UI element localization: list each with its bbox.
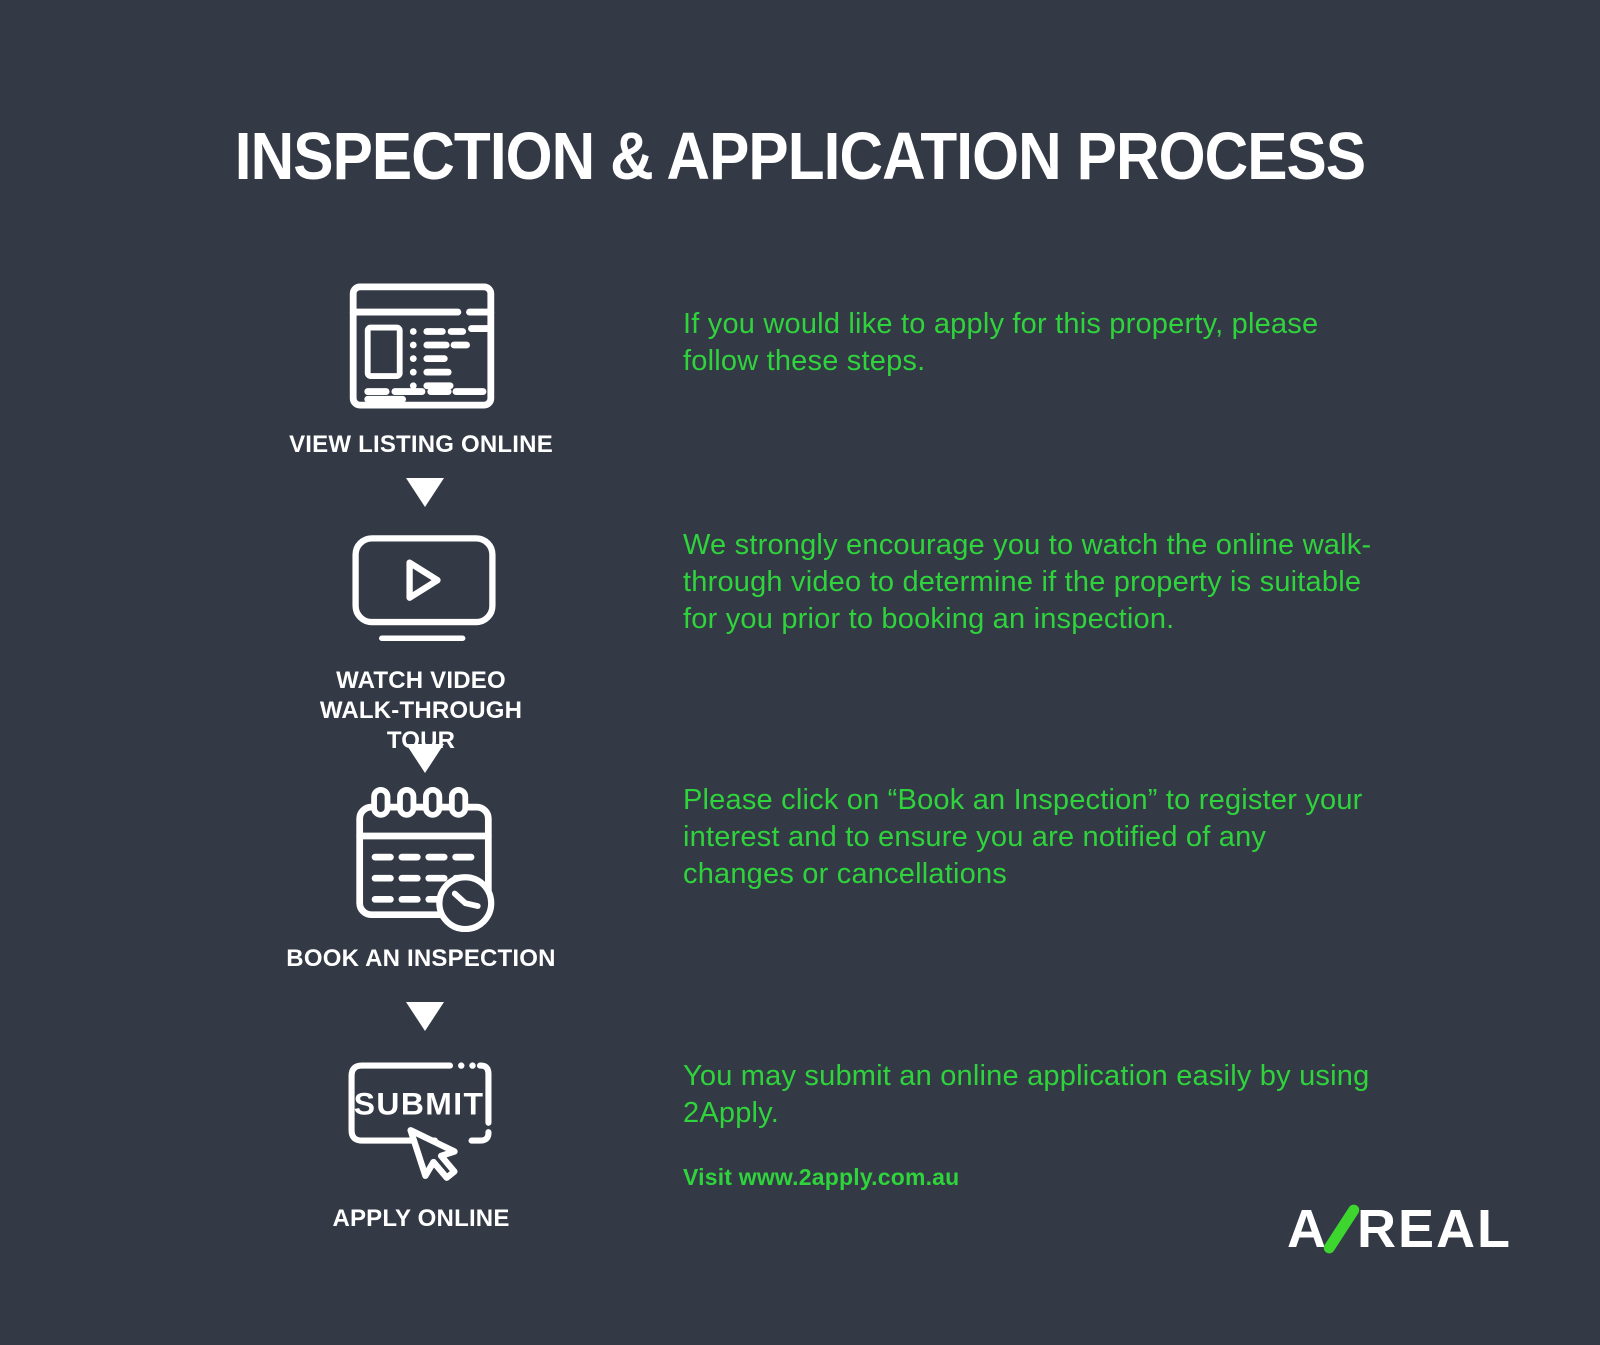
- description-book-inspection: Please click on “Book an Inspection” to register your interest and to ensure you are notified of any changes or cancellations: [683, 784, 1363, 890]
- visit-url-text: Visit www.2apply.com.au: [683, 1164, 960, 1190]
- areal-logo: [1287, 1198, 1512, 1260]
- browser-listing-icon: [347, 283, 497, 409]
- logo-text-right: REAL: [1357, 1199, 1512, 1259]
- step-label-view-listing: VIEW LISTING ONLINE: [289, 431, 553, 458]
- down-arrow-icon: [406, 1002, 444, 1031]
- video-player-icon: [349, 531, 499, 651]
- step-label-book-inspection: BOOK AN INSPECTION: [286, 945, 556, 972]
- logo-text-left: A: [1287, 1199, 1328, 1259]
- description-view-listing: If you would like to apply for this property, please follow these steps.: [683, 308, 1319, 377]
- description-apply-online: You may submit an online application easily by using 2Apply.: [683, 1060, 1370, 1129]
- down-arrow-icon: [406, 744, 444, 773]
- page-title: INSPECTION & APPLICATION PROCESS: [234, 119, 1366, 194]
- step-label-watch-video: WATCH VIDEO WALK-THROUGH TOUR: [319, 667, 523, 754]
- description-watch-video: We strongly encourage you to watch the online walk-through video to determine if the property is suitable for you prior to booking an inspection.: [683, 529, 1372, 635]
- submit-icon-label: SUBMIT: [353, 1085, 485, 1122]
- calendar-clock-icon: [349, 786, 499, 932]
- down-arrow-icon: [406, 478, 444, 507]
- submit-button-icon: [345, 1058, 495, 1196]
- step-label-apply-online: APPLY ONLINE: [332, 1205, 510, 1232]
